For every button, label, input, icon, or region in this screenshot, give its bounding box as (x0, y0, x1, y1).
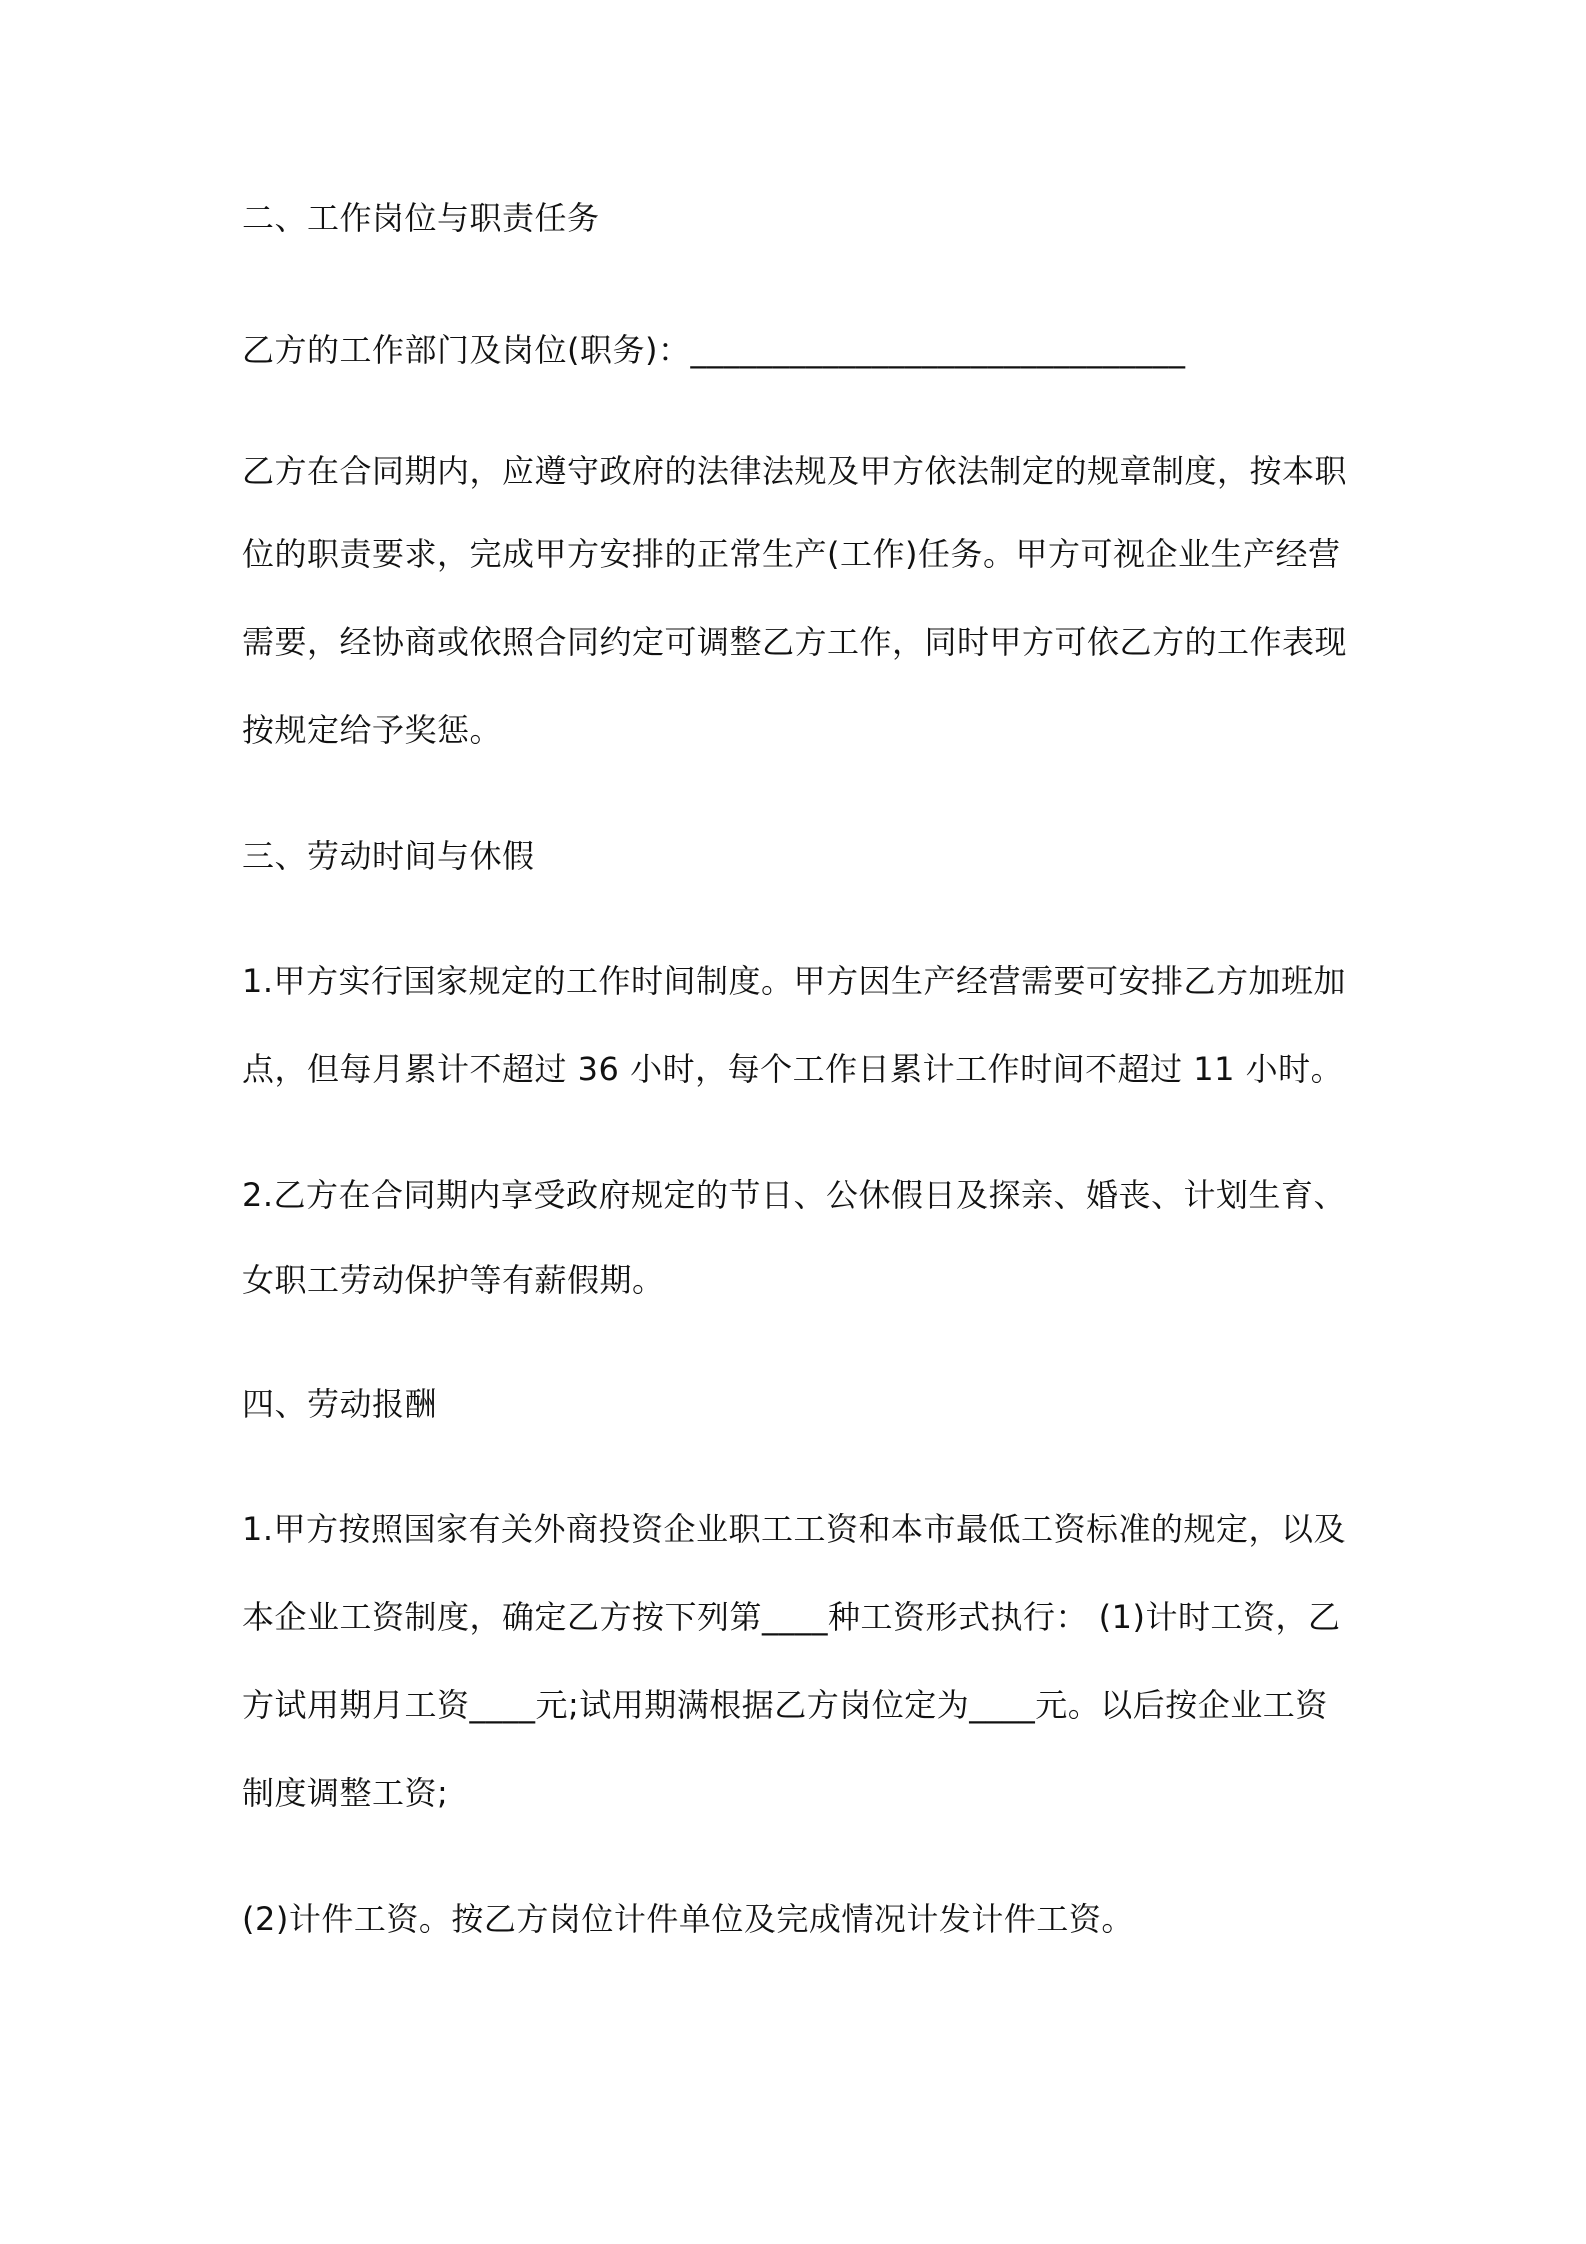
paragraph-line: (2)计件工资。按乙方岗位计件单位及完成情况计发计件工资。 (242, 1900, 1134, 1938)
department-position-field: 乙方的工作部门及岗位(职务)：______________________________ (242, 331, 1186, 369)
paragraph-line: 需要，经协商或依照合同约定可调整乙方工作，同时甲方可依乙方的工作表现 (242, 623, 1348, 661)
section-heading-remuneration: 四、劳动报酬 (242, 1385, 438, 1423)
section-heading-working-hours: 三、劳动时间与休假 (242, 837, 535, 875)
paragraph-line: 位的职责要求，完成甲方安排的正常生产(工作)任务。甲方可视企业生产经营 (242, 535, 1341, 573)
paragraph-line: 制度调整工资; (242, 1774, 449, 1812)
paragraph-line: 方试用期月工资____元;试用期满根据乙方岗位定为____元。以后按企业工资 (242, 1686, 1328, 1724)
paragraph-line: 2.乙方在合同期内享受政府规定的节日、公休假日及探亲、婚丧、计划生育、 (242, 1176, 1347, 1214)
paragraph-line: 1.甲方按照国家有关外商投资企业职工工资和本市最低工资标准的规定，以及 (242, 1510, 1347, 1548)
paragraph-line: 1.甲方实行国家规定的工作时间制度。甲方因生产经营需要可安排乙方加班加 (242, 962, 1347, 1000)
paragraph-line: 点，但每月累计不超过 36 小时，每个工作日累计工作时间不超过 11 小时。 (242, 1050, 1344, 1088)
paragraph-line: 本企业工资制度，确定乙方按下列第____种工资形式执行： (1)计时工资，乙 (242, 1598, 1341, 1636)
paragraph-line: 按规定给予奖惩。 (242, 711, 503, 749)
paragraph-line: 乙方在合同期内，应遵守政府的法律法规及甲方依法制定的规章制度，按本职 (242, 452, 1348, 490)
section-heading-job-duties: 二、工作岗位与职责任务 (242, 199, 600, 237)
paragraph-line: 女职工劳动保护等有薪假期。 (242, 1261, 665, 1299)
